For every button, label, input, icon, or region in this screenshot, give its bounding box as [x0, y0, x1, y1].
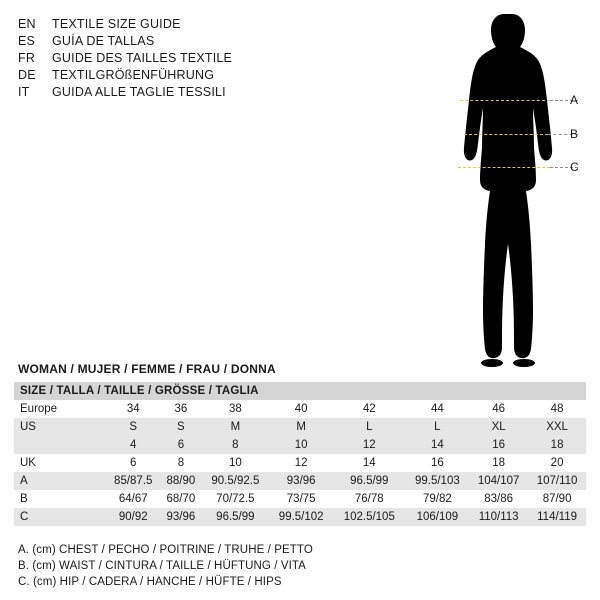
table-row: [14, 472, 586, 490]
language-code: DE: [18, 68, 36, 82]
table-header-label: SIZE / TALLA / TAILLE / GRÖSSE / TAGLIA: [14, 382, 586, 400]
language-row: [18, 50, 318, 67]
row-label: US: [14, 418, 106, 436]
table-cell: 10: [201, 454, 269, 472]
language-title: TEXTILGRÖßENFÜHRUNG: [52, 68, 215, 82]
table-row: [14, 436, 586, 454]
legend-item-waist: B. (cm) WAIST / CINTURA / TAILLE / HÜFTUNG / VITA: [18, 560, 306, 572]
table-cell: 88/90: [160, 472, 201, 490]
language-row: [18, 84, 318, 101]
table-cell: 16: [406, 454, 470, 472]
table-cell: 68/70: [160, 490, 201, 508]
language-row: [18, 33, 318, 50]
row-label: C: [14, 508, 106, 526]
row-label: UK: [14, 454, 106, 472]
table-cell: 48: [528, 400, 586, 418]
table-cell: 12: [333, 436, 406, 454]
table-cell: 70/72.5: [201, 490, 269, 508]
table-cell: 90/92: [106, 508, 160, 526]
table-cell: 73/75: [269, 490, 333, 508]
table-cell: 20: [528, 454, 586, 472]
table-cell: S: [106, 418, 160, 436]
table-cell: S: [160, 418, 201, 436]
language-code: FR: [18, 51, 36, 65]
table-cell: 83/86: [469, 490, 528, 508]
table-cell: 93/96: [160, 508, 201, 526]
measure-line-waist: [464, 134, 548, 135]
language-code: ES: [18, 34, 36, 48]
measurement-legend: [18, 542, 313, 590]
table-row: [14, 454, 586, 472]
language-list: [18, 16, 318, 101]
language-row: [18, 16, 318, 33]
table-cell: 14: [406, 436, 470, 454]
table-cell: M: [269, 418, 333, 436]
legend-item-hip: C. (cm) HIP / CADERA / HANCHE / HÜFTE / HIPS: [18, 576, 282, 588]
legend-item-chest: A. (cm) CHEST / PECHO / POITRINE / TRUHE / PETTO: [18, 544, 313, 556]
table-cell: 42: [333, 400, 406, 418]
table-cell: 114/119: [528, 508, 586, 526]
table-cell: 10: [269, 436, 333, 454]
table-cell: 102.5/105: [333, 508, 406, 526]
table-cell: XXL: [528, 418, 586, 436]
table-cell: 38: [201, 400, 269, 418]
table-cell: 6: [106, 454, 160, 472]
table-cell: M: [201, 418, 269, 436]
table-cell: 106/109: [406, 508, 470, 526]
language-title: GUIDA ALLE TAGLIE TESSILI: [52, 85, 226, 99]
table-cell: 104/107: [469, 472, 528, 490]
language-row: [18, 67, 318, 84]
table-cell: 96.5/99: [333, 472, 406, 490]
table-header-row: [14, 382, 586, 400]
table-cell: 4: [106, 436, 160, 454]
row-label: [14, 436, 106, 454]
table-cell: 18: [528, 436, 586, 454]
table-cell: 18: [469, 454, 528, 472]
language-title: GUIDE DES TAILLES TEXTILE: [52, 51, 233, 65]
row-label: Europe: [14, 400, 106, 418]
section-title: WOMAN / MUJER / FEMME / FRAU / DONNA: [18, 362, 276, 376]
table-row: [14, 508, 586, 526]
measure-label-a: A: [570, 93, 579, 107]
language-title: TEXTILE SIZE GUIDE: [52, 17, 181, 31]
table-cell: 40: [269, 400, 333, 418]
woman-silhouette-icon: [430, 8, 590, 368]
row-label: A: [14, 472, 106, 490]
measure-line-chest: [460, 100, 550, 101]
table-cell: XL: [469, 418, 528, 436]
table-cell: 8: [201, 436, 269, 454]
table-cell: 6: [160, 436, 201, 454]
measure-label-b: B: [570, 127, 579, 141]
table-cell: 90.5/92.5: [201, 472, 269, 490]
table-cell: 87/90: [528, 490, 586, 508]
language-code: IT: [18, 85, 30, 99]
table-cell: 44: [406, 400, 470, 418]
size-table: [14, 382, 586, 526]
table-cell: 34: [106, 400, 160, 418]
table-cell: 85/87.5: [106, 472, 160, 490]
table-cell: L: [406, 418, 470, 436]
table-cell: 93/96: [269, 472, 333, 490]
table-cell: 99.5/103: [406, 472, 470, 490]
table-cell: 16: [469, 436, 528, 454]
measure-line-hip: [458, 167, 550, 168]
table-cell: 79/82: [406, 490, 470, 508]
language-title: GUÍA DE TALLAS: [52, 34, 155, 48]
table-cell: 12: [269, 454, 333, 472]
table-cell: 107/110: [528, 472, 586, 490]
table-cell: 110/113: [469, 508, 528, 526]
table-row: [14, 490, 586, 508]
table-cell: 64/67: [106, 490, 160, 508]
table-cell: 76/78: [333, 490, 406, 508]
table-cell: 36: [160, 400, 201, 418]
language-code: EN: [18, 17, 36, 31]
measure-label-c: C: [570, 160, 579, 174]
table-cell: 46: [469, 400, 528, 418]
table-cell: 96.5/99: [201, 508, 269, 526]
table-row: [14, 418, 586, 436]
female-silhouette-figure: [430, 8, 590, 368]
table-cell: 14: [333, 454, 406, 472]
row-label: B: [14, 490, 106, 508]
table-cell: L: [333, 418, 406, 436]
table-cell: 99.5/102: [269, 508, 333, 526]
table-cell: 8: [160, 454, 201, 472]
table-row: [14, 400, 586, 418]
